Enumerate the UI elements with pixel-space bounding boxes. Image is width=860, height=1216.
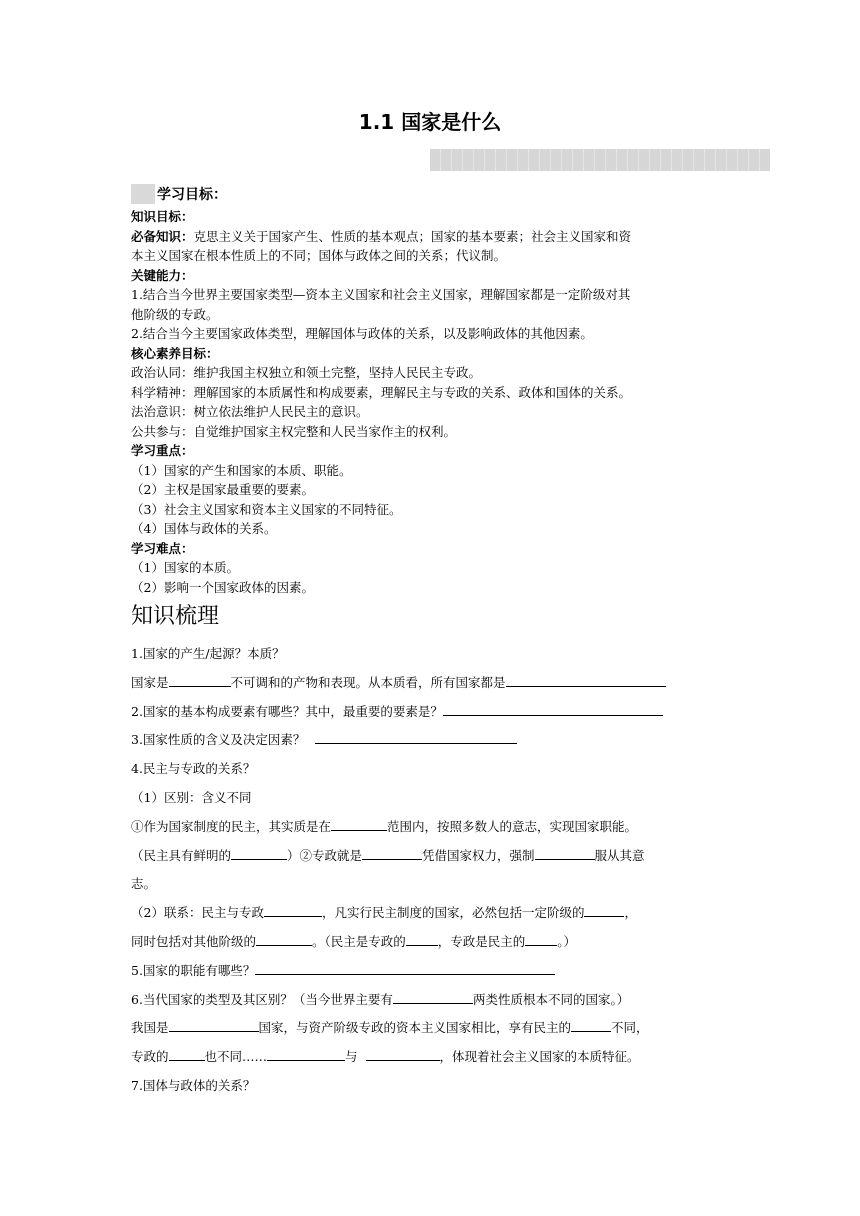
fill-blank[interactable] xyxy=(169,672,231,687)
heading-shade xyxy=(131,184,155,204)
core-literacy-4: 公共参与：自觉维护国家主权完整和人民当家作主的权利。 xyxy=(131,423,457,439)
fill-blank[interactable] xyxy=(315,729,517,744)
difficult-point-1: （1）国家的本质。 xyxy=(131,560,239,575)
fill-blank[interactable] xyxy=(169,1046,205,1061)
question-2: 2.国家的基本构成要素有哪些？其中，最重要的要素是？ xyxy=(131,698,731,727)
fill-blank[interactable] xyxy=(571,1017,611,1032)
knowledge-outline-title: 知识梳理 xyxy=(131,604,220,629)
fill-blank[interactable] xyxy=(362,845,422,860)
fill-blank[interactable] xyxy=(535,845,595,860)
fill-blank[interactable] xyxy=(255,960,555,975)
fill-blank[interactable] xyxy=(264,902,322,917)
learning-goals-label: 学习目标： xyxy=(157,187,227,203)
state-type-line-2: 专政的 也不同…… 与 ，体现着社会主义国家的本质特征。 xyxy=(131,1043,731,1072)
question-3: 3.国家性质的含义及决定因素？ xyxy=(131,726,731,755)
required-knowledge: 必备知识：克思主义关于国家产生、性质的基本观点；国家的基本要素；社会主义国家和资 xyxy=(131,228,632,244)
question-7: 7.国体与政体的关系？ xyxy=(131,1077,256,1093)
learning-goals-section xyxy=(131,207,731,597)
fill-blank[interactable] xyxy=(231,845,287,860)
knowledge-outline-section xyxy=(131,640,731,1101)
fill-blank[interactable] xyxy=(406,931,438,946)
fill-blank[interactable] xyxy=(506,672,666,687)
democracy-line-2: （民主具有鲜明的 ）②专政就是 凭借国家权力，强制 服从其意 xyxy=(131,842,731,871)
question-6: 6.当代国家的类型及其区别？（当今世界主要有 两类性质根本不同的国家。） xyxy=(131,986,731,1015)
democracy-line-1: ①作为国家制度的民主，其实质是在 范围内，按照多数人的意志，实现国家职能。 xyxy=(131,813,731,842)
key-ability-1: 1.结合当今世界主要国家类型—资本主义国家和社会主义国家，理解国家都是一定阶级对其 xyxy=(131,287,631,302)
difficult-points-label: 学习难点： xyxy=(131,540,194,556)
key-ability-2: 2.结合当今主要国家政体类型，理解国体与政体的关系，以及影响政体的其他因素。 xyxy=(131,326,593,341)
core-literacy-1: 政治认同：维护我国主权独立和领土完整，坚持人民民主专政。 xyxy=(131,365,482,380)
knowledge-goal-label: 知识目标： xyxy=(131,209,194,224)
key-ability-label: 关键能力： xyxy=(131,267,194,283)
key-point-1: （1）国家的产生和国家的本质、职能。 xyxy=(131,462,352,478)
required-knowledge-cont: 本主义国家在根本性质上的不同；国体与政体之间的关系；代议制。 xyxy=(131,248,507,263)
fill-blank[interactable] xyxy=(443,701,663,716)
fill-blank[interactable] xyxy=(267,1046,345,1061)
fill-blank[interactable] xyxy=(584,902,624,917)
fill-blank[interactable] xyxy=(366,1046,440,1061)
answer-line-1: 国家是 不可调和的产物和表现。从本质看，所有国家都是 xyxy=(131,669,731,698)
difficult-point-2: （2）影响一个国家政体的因素。 xyxy=(131,579,314,595)
relation-line-1: （2）联系：民主与专政 ，凡实行民主制度的国家，必然包括一定阶级的 ， xyxy=(131,899,731,928)
fill-blank[interactable] xyxy=(525,931,557,946)
fill-blank[interactable] xyxy=(169,1017,259,1032)
relation-line-2: 同时包括对其他阶级的 。（民主是专政的 ，专政是民主的 。） xyxy=(131,928,731,957)
key-point-3: （3）社会主义国家和资本主义国家的不同特征。 xyxy=(131,501,402,517)
document-title: 1.1 国家是什么 xyxy=(358,110,502,134)
core-literacy-3: 法治意识：树立依法维护人民民主的意识。 xyxy=(131,404,369,419)
question-1: 1.国家的产生/起源？本质？ xyxy=(131,646,285,661)
democracy-line-3: 志。 xyxy=(131,876,157,892)
fill-blank[interactable] xyxy=(331,816,387,831)
fill-blank[interactable] xyxy=(393,989,473,1004)
gray-banner xyxy=(430,149,770,171)
question-4-part-1: （1）区别：含义不同 xyxy=(131,789,252,805)
core-literacy-label: 核心素养目标： xyxy=(131,345,219,361)
core-literacy-2: 科学精神：理解国家的本质属性和构成要素，理解民主与专政的关系、政体和国体的关系。 xyxy=(131,384,632,400)
key-ability-1-cont: 他阶级的专政。 xyxy=(131,306,219,322)
question-5: 5.国家的职能有哪些？ xyxy=(131,957,731,986)
learning-goals-heading xyxy=(131,184,227,204)
fill-blank[interactable] xyxy=(256,931,312,946)
question-4: 4.民主与专政的关系？ xyxy=(131,761,256,777)
key-point-4: （4）国体与政体的关系。 xyxy=(131,521,277,536)
key-points-label: 学习重点： xyxy=(131,443,194,458)
state-type-line-1: 我国是 国家，与资产阶级专政的资本主义国家相比，享有民主的 不同， xyxy=(131,1014,731,1043)
key-point-2: （2）主权是国家最重要的要素。 xyxy=(131,482,314,497)
